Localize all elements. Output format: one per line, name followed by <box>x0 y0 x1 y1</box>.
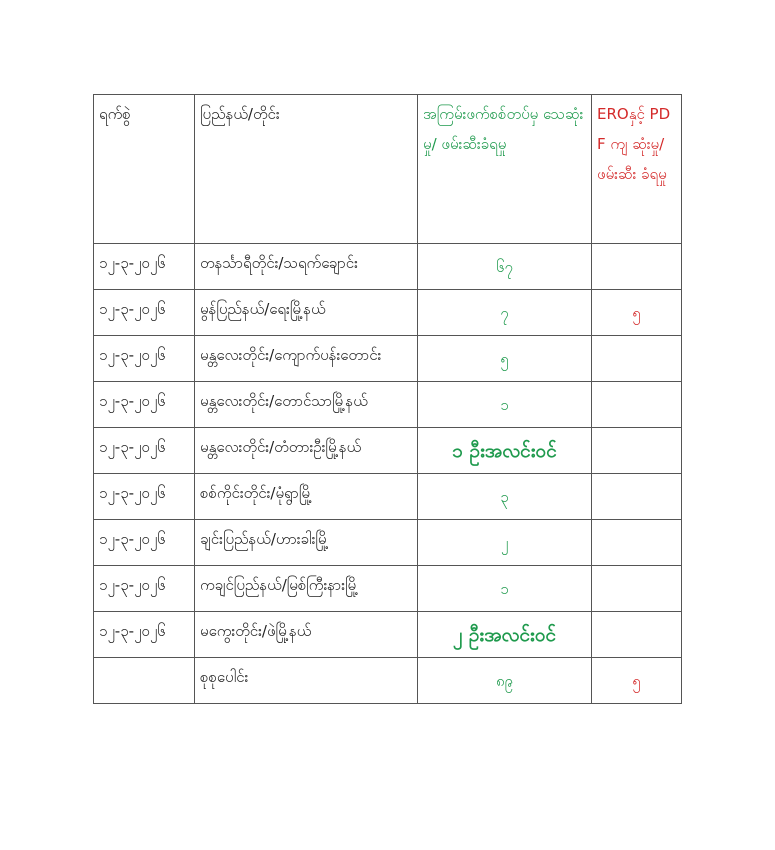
row-date: ၁၂-၃-၂၀၂၆ <box>94 290 195 336</box>
row-inspection-count: ၂ <box>418 520 592 566</box>
header-location: ပြည်နယ်/တိုင်း <box>195 95 418 244</box>
header-inspection: အကြမ်းဖက်စစ်တပ်မှ သေဆုံးမှု/ ဖမ်းဆီးခံရမှု <box>418 95 592 244</box>
total-row <box>94 658 682 704</box>
table-row <box>94 244 682 290</box>
row-location: ချင်းပြည်နယ်/ဟားခါးမြို့ <box>195 520 418 566</box>
row-inspection-count: ၆၇ <box>418 244 592 290</box>
row-inspection-count: ၇ <box>418 290 592 336</box>
row-location: မွန်ပြည်နယ်/ရေးမြို့နယ် <box>195 290 418 336</box>
row-location: မန္တလေးတိုင်း/တောင်သာမြို့နယ် <box>195 382 418 428</box>
row-date: ၁၂-၃-၂၀၂၆ <box>94 244 195 290</box>
row-location: စစ်ကိုင်းတိုင်း/မုံရွာမြို့ <box>195 474 418 520</box>
row-ero-count <box>592 520 682 566</box>
row-date: ၁၂-၃-၂၀၂၆ <box>94 336 195 382</box>
row-inspection-count: ၁ ဦးအလင်းဝင် <box>418 428 592 474</box>
row-date: ၁၂-၃-၂၀၂၆ <box>94 428 195 474</box>
row-date: ၁၂-၃-၂၀၂၆ <box>94 474 195 520</box>
row-ero-count <box>592 382 682 428</box>
row-location: မကွေးတိုင်း/ဖဲမြို့နယ် <box>195 612 418 658</box>
row-location: မန္တလေးတိုင်း/တံတားဦးမြို့နယ် <box>195 428 418 474</box>
total-label: စုစုပေါင်း <box>195 658 418 704</box>
row-ero-count <box>592 474 682 520</box>
row-location: ကချင်ပြည်နယ်/မြစ်ကြီးနားမြို့ <box>195 566 418 612</box>
total-date <box>94 658 195 704</box>
row-date: ၁၂-၃-၂၀၂၆ <box>94 612 195 658</box>
row-ero-count <box>592 566 682 612</box>
total-ero-count: ၅ <box>592 658 682 704</box>
header-row <box>94 95 682 244</box>
row-date: ၁၂-၃-၂၀၂၆ <box>94 520 195 566</box>
table-row <box>94 428 682 474</box>
header-ero: EROနှင့် PDF ကျ ဆုံးမှု/ ဖမ်းဆီး ခံရမှု <box>592 95 682 244</box>
table-row <box>94 520 682 566</box>
table-row <box>94 290 682 336</box>
row-inspection-count: ၂ ဦးအလင်းဝင် <box>418 612 592 658</box>
row-date: ၁၂-၃-၂၀၂၆ <box>94 382 195 428</box>
row-inspection-count: ၁ <box>418 566 592 612</box>
row-ero-count: ၅ <box>592 290 682 336</box>
table-row <box>94 382 682 428</box>
table-row <box>94 566 682 612</box>
casualty-report-table <box>93 94 682 704</box>
row-location: မန္တလေးတိုင်း/ကျောက်ပန်းတောင်း <box>195 336 418 382</box>
row-date: ၁၂-၃-၂၀၂၆ <box>94 566 195 612</box>
total-inspection-count: ၈၉ <box>418 658 592 704</box>
row-inspection-count: ၅ <box>418 336 592 382</box>
header-date: ရက်စွဲ <box>94 95 195 244</box>
row-ero-count <box>592 428 682 474</box>
row-ero-count <box>592 612 682 658</box>
table-row <box>94 474 682 520</box>
row-inspection-count: ၃ <box>418 474 592 520</box>
row-ero-count <box>592 336 682 382</box>
table-row <box>94 336 682 382</box>
row-inspection-count: ၁ <box>418 382 592 428</box>
row-location: တနင်္သာရီတိုင်း/သရက်ချောင်း <box>195 244 418 290</box>
table-row <box>94 612 682 658</box>
row-ero-count <box>592 244 682 290</box>
